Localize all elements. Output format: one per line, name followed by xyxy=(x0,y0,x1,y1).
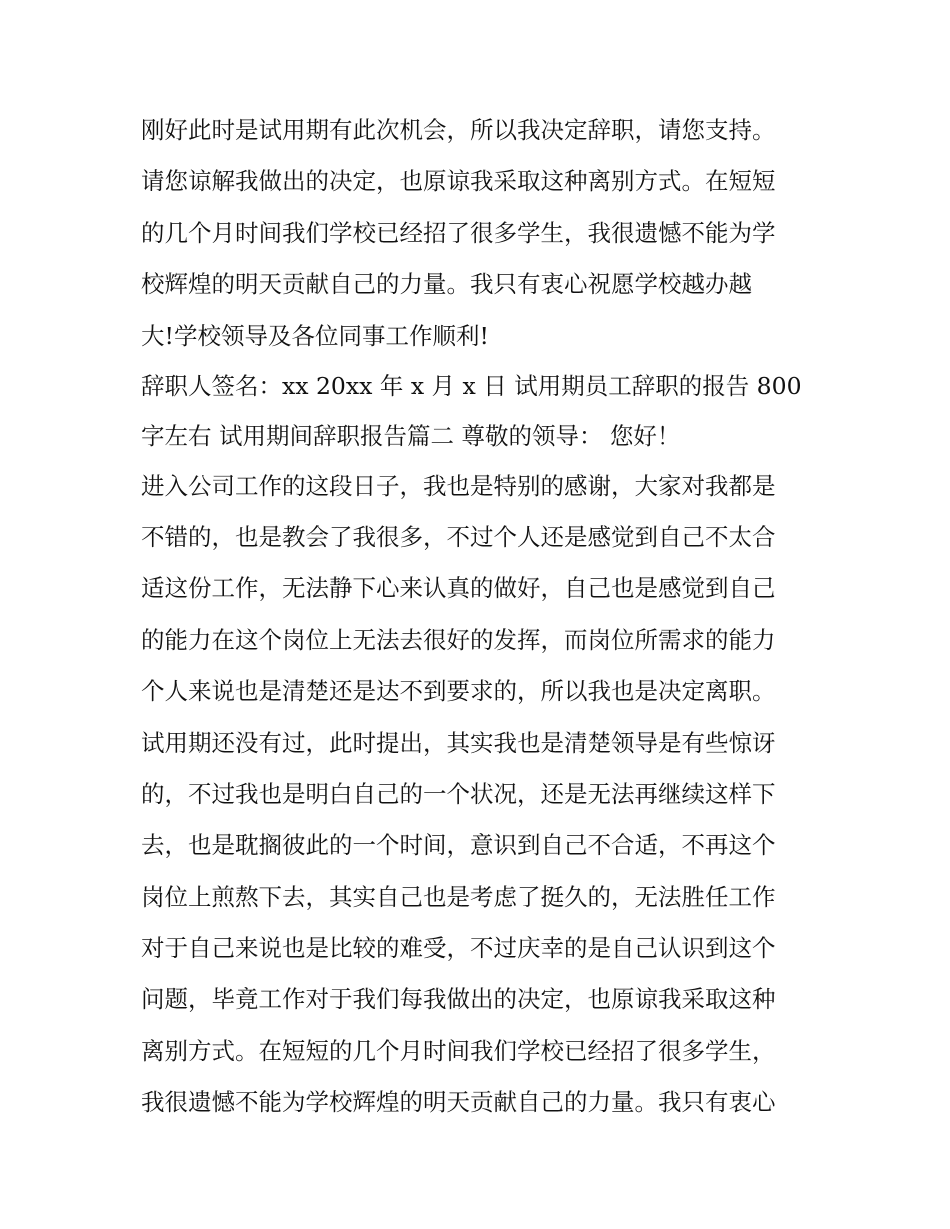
text-line-13: 试用期还没有过，此时提出，其实我也是清楚领导是有些惊讶 xyxy=(141,728,776,757)
text-line-1: 刚好此时是试用期有此次机会，所以我决定辞职，请您支持。 xyxy=(141,116,776,144)
text-line-11: 的能力在这个岗位上无法去很好的发挥，而岗位所需求的能力 xyxy=(141,625,776,654)
text-line-4: 校辉煌的明天贡献自己的力量。我只有衷心祝愿学校越办越 xyxy=(141,270,752,299)
text-line-8: 进入公司工作的这段日子，我也是特别的感谢，大家对我都是 xyxy=(141,471,776,500)
text-line-15: 去，也是耽搁彼此的一个时间，意识到自己不合适，不再这个 xyxy=(141,831,776,860)
text-line-3: 的几个月时间我们学校已经招了很多学生，我很遗憾不能为学 xyxy=(141,218,776,247)
text-line-2: 请您谅解我做出的决定，也原谅我采取这种离别方式。在短短 xyxy=(141,167,776,196)
signature-line: 辞职人签名：xx 20xx 年 x 月 x 日 试用期员工辞职的报告 800 xyxy=(141,371,802,400)
document-body xyxy=(141,108,821,1132)
text-line-10: 适这份工作，无法静下心来认真的做好，自己也是感觉到自己 xyxy=(141,574,776,603)
text-line-18: 问题，毕竟工作对于我们每我做出的决定，也原谅我采取这种 xyxy=(141,985,776,1014)
text-line-7: 字左右 试用期间辞职报告篇二 尊敬的领导： 您好！ xyxy=(141,421,681,450)
text-line-14: 的，不过我也是明白自己的一个状况，还是无法再继续这样下 xyxy=(141,779,776,808)
text-line-5: 大!学校领导及各位同事工作顺利! xyxy=(141,321,489,350)
text-line-20: 我很遗憾不能为学校辉煌的明天贡献自己的力量。我只有衷心 xyxy=(141,1088,776,1117)
text-line-12: 个人来说也是清楚还是达不到要求的，所以我也是决定离职。 xyxy=(141,677,776,706)
text-line-19: 离别方式。在短短的几个月时间我们学校已经招了很多学生， xyxy=(141,1036,776,1065)
text-line-17: 对于自己来说也是比较的难受，不过庆幸的是自己认识到这个 xyxy=(141,934,776,963)
text-line-9: 不错的，也是教会了我很多，不过个人还是感觉到自己不太合 xyxy=(141,522,776,551)
text-line-16: 岗位上煎熬下去，其实自己也是考虑了挺久的，无法胜任工作 xyxy=(141,882,776,911)
